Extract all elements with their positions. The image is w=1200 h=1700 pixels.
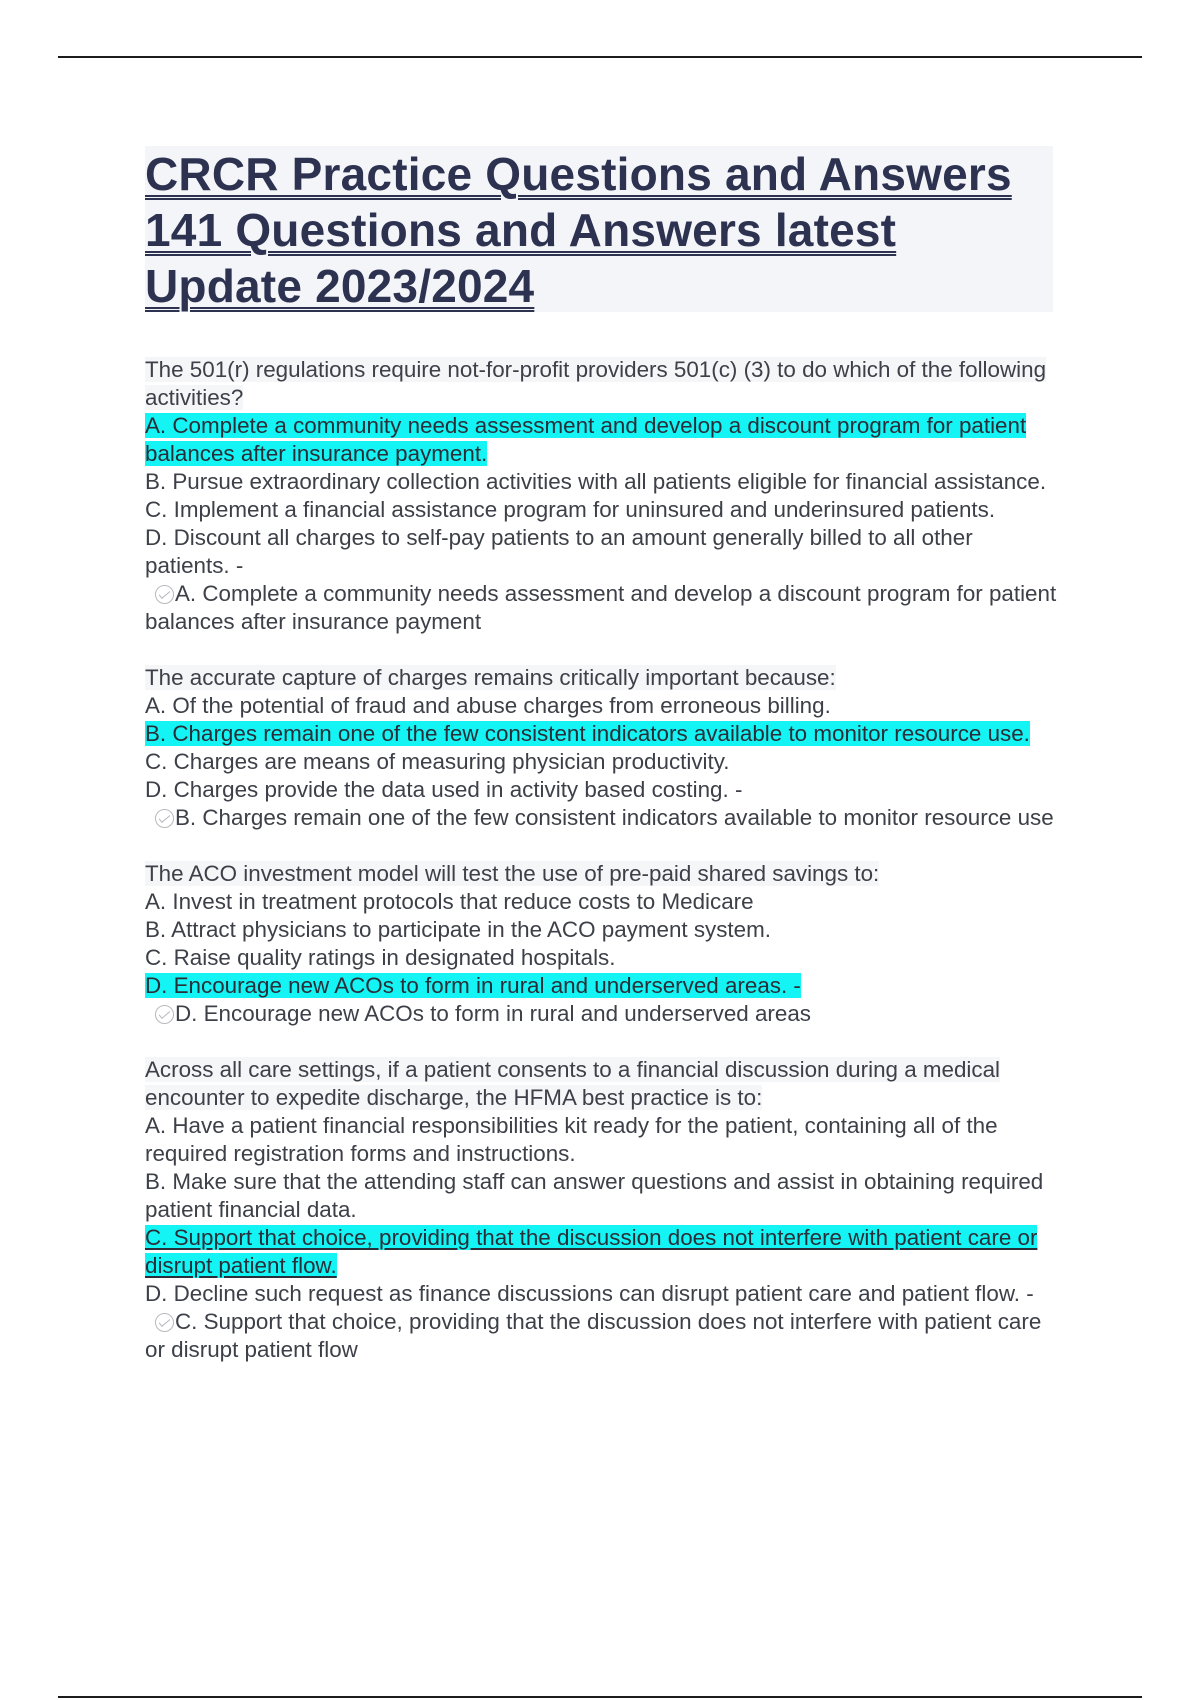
option-d: D. Discount all charges to self-pay patients to an amount generally billed to all other patients. - <box>145 525 973 578</box>
document-title-box <box>145 146 1053 312</box>
option-d: D. Decline such request as finance discussions can disrupt patient care and patient flow. - <box>145 1281 1034 1306</box>
option-a: A. Invest in treatment protocols that reduce costs to Medicare <box>145 889 754 914</box>
title-line-3: Update 2023/2024 <box>145 260 535 312</box>
question-stem: The accurate capture of charges remains critically important because: <box>145 665 836 690</box>
answer-text: D. Encourage new ACOs to form in rural and underserved areas <box>175 1001 811 1026</box>
document-title <box>145 146 1053 314</box>
option-c: C. Raise quality ratings in designated hospitals. <box>145 945 616 970</box>
check-circle-icon <box>155 1005 174 1024</box>
check-circle-icon <box>155 809 174 828</box>
top-rule <box>58 56 1142 58</box>
option-c: C. Implement a financial assistance program for uninsured and underinsured patients. <box>145 497 996 522</box>
bottom-rule <box>58 1696 1142 1698</box>
option-d-highlighted: D. Encourage new ACOs to form in rural and underserved areas. - <box>145 973 801 998</box>
option-a: A. Have a patient financial responsibilities kit ready for the patient, containing all of the required registration forms and instructions. <box>145 1113 998 1166</box>
option-a: A. Of the potential of fraud and abuse charges from erroneous billing. <box>145 693 831 718</box>
check-circle-icon <box>155 585 174 604</box>
question-stem: Across all care settings, if a patient consents to a financial discussion during a medical encounter to expedite discharge, the HFMA best practice is to: <box>145 1057 1001 1110</box>
question-stem: The 501(r) regulations require not-for-profit providers 501(c) (3) to do which of the following activities? <box>145 357 1047 410</box>
check-circle-icon <box>155 1313 174 1332</box>
option-a-highlighted: A. Complete a community needs assessment and develop a discount program for patient balances after insurance payment. <box>145 413 1027 466</box>
option-b-highlighted: B. Charges remain one of the few consistent indicators available to monitor resource use. <box>145 721 1030 746</box>
answer-text: C. Support that choice, providing that the discussion does not interfere with patient care or disrupt patient flow <box>145 1309 1042 1362</box>
title-line-2: 141 Questions and Answers latest <box>145 204 897 256</box>
option-c-highlighted: C. Support that choice, providing that the discussion does not interfere with patient care or disrupt patient flow. <box>145 1225 1038 1278</box>
question-4 <box>145 1056 1060 1364</box>
answer-text: B. Charges remain one of the few consistent indicators available to monitor resource use <box>175 805 1054 830</box>
question-stem: The ACO investment model will test the use of pre-paid shared savings to: <box>145 861 880 886</box>
answer <box>145 1000 1060 1028</box>
title-line-1: CRCR Practice Questions and Answers <box>145 148 1012 200</box>
option-b: B. Make sure that the attending staff can answer questions and assist in obtaining required patient financial data. <box>145 1169 1044 1222</box>
answer <box>145 580 1060 636</box>
answer <box>145 1308 1060 1364</box>
question-2 <box>145 664 1060 832</box>
question-1 <box>145 356 1060 636</box>
question-3 <box>145 860 1060 1028</box>
option-d: D. Charges provide the data used in activity based costing. - <box>145 777 743 802</box>
option-c: C. Charges are means of measuring physician productivity. <box>145 749 730 774</box>
answer <box>145 804 1060 832</box>
option-b: B. Attract physicians to participate in the ACO payment system. <box>145 917 771 942</box>
answer-text: A. Complete a community needs assessment and develop a discount program for patient balances after insurance payment <box>145 581 1057 634</box>
questions-list <box>145 356 1060 1392</box>
option-b: B. Pursue extraordinary collection activities with all patients eligible for financial assistance. <box>145 469 1047 494</box>
